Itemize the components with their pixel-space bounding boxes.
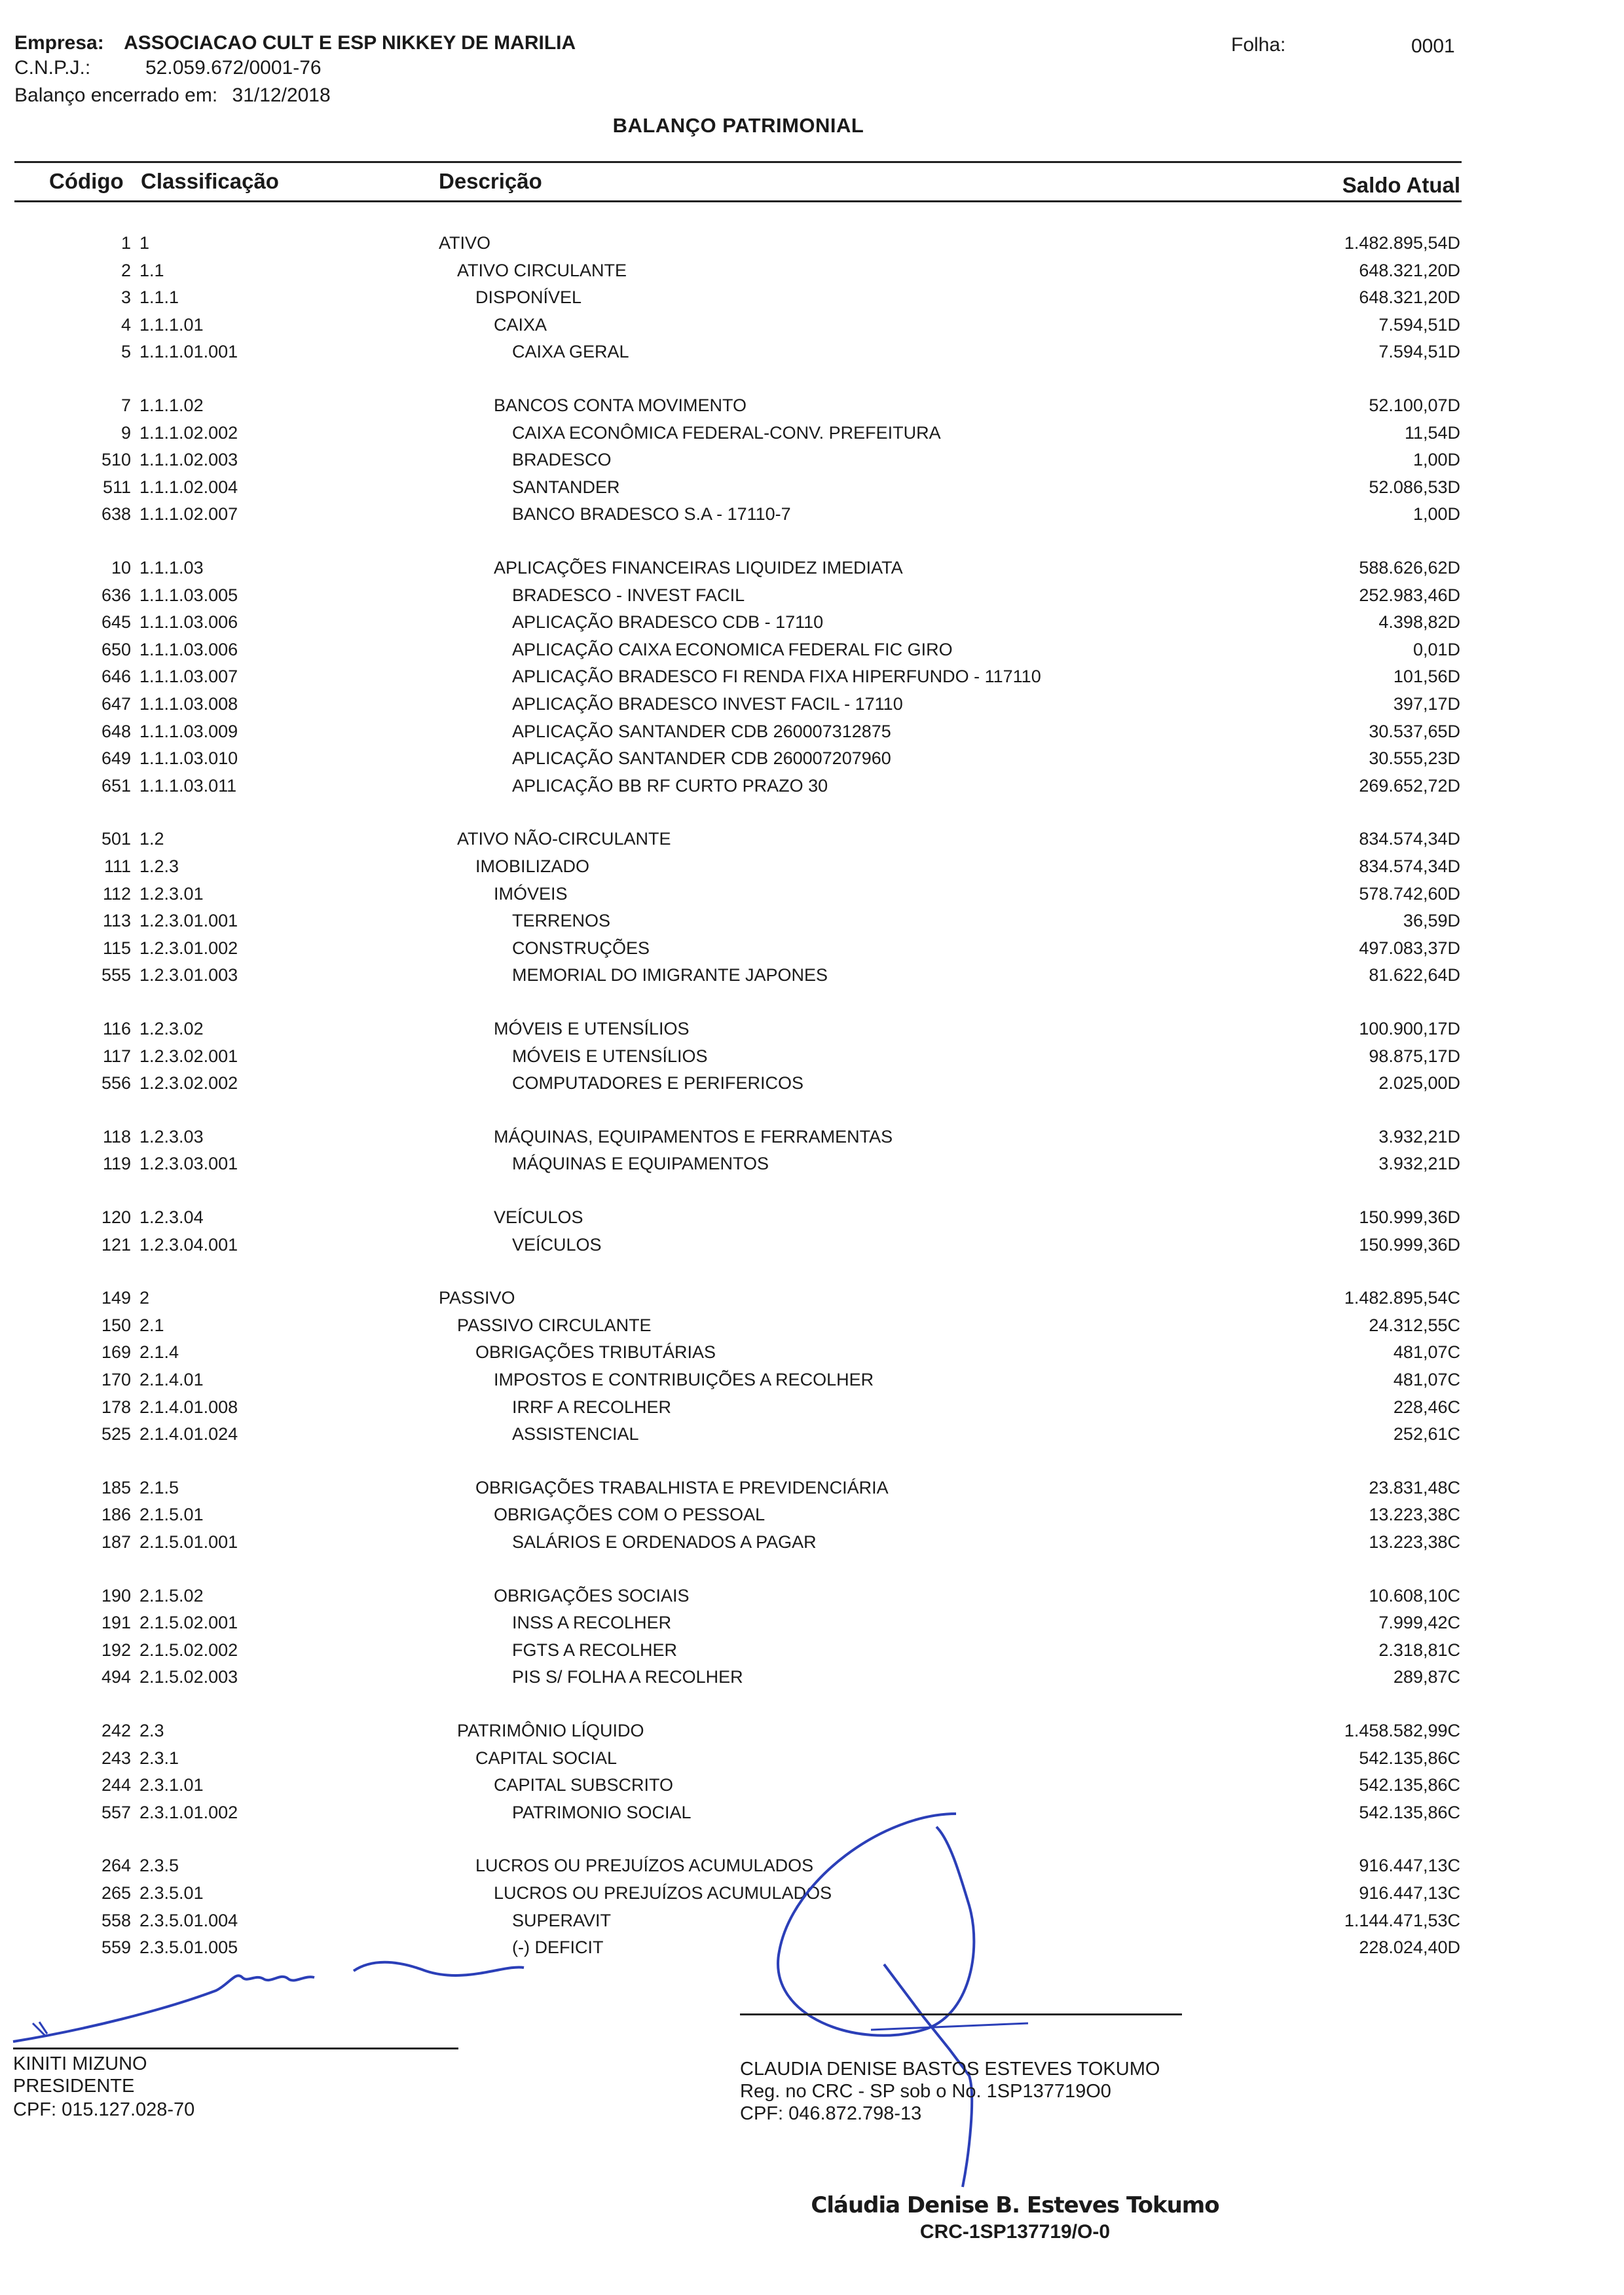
account-classification: 1 — [139, 233, 150, 253]
account-balance: 916.447,13C — [1359, 1856, 1460, 1875]
table-row — [0, 1528, 1624, 1556]
account-balance: 542.135,86C — [1359, 1748, 1460, 1768]
closing-date-label: Balanço encerrado em: — [14, 84, 218, 106]
col-header-codigo: Código — [49, 169, 124, 193]
account-description: LUCROS OU PREJUÍZOS ACUMULADOS — [494, 1883, 832, 1903]
account-classification: 1.2.3.02.002 — [139, 1073, 238, 1093]
account-description: SANTANDER — [512, 477, 620, 497]
table-row — [0, 1393, 1624, 1421]
account-classification: 1.2.3.03 — [139, 1127, 204, 1147]
account-description: APLICAÇÃO BB RF CURTO PRAZO 30 — [512, 776, 828, 796]
account-description: OBRIGAÇÕES TRABALHISTA E PREVIDENCIÁRIA — [475, 1478, 889, 1497]
company-label: Empresa: — [14, 32, 104, 54]
table-row — [0, 392, 1624, 419]
account-code: 647 — [101, 694, 131, 714]
account-code: 648 — [101, 722, 131, 741]
account-balance: 228.024,40D — [1359, 1937, 1460, 1957]
account-balance: 30.537,65D — [1369, 722, 1460, 741]
account-balance: 834.574,34D — [1359, 856, 1460, 876]
account-code: 116 — [102, 1019, 131, 1038]
account-code: 121 — [101, 1235, 131, 1255]
account-code: 243 — [101, 1748, 131, 1768]
account-classification: 2.1.4.01.024 — [139, 1424, 238, 1444]
account-balance: 4.398,82D — [1378, 612, 1460, 632]
account-description: CAIXA — [494, 315, 547, 335]
account-description: MÁQUINAS E EQUIPAMENTOS — [512, 1154, 769, 1173]
account-description: APLICAÇÃO SANTANDER CDB 260007312875 — [512, 722, 891, 741]
table-row — [0, 338, 1624, 365]
table-row — [0, 718, 1624, 745]
table-row — [0, 1069, 1624, 1097]
account-classification: 1.2.3 — [139, 856, 179, 876]
table-row — [0, 257, 1624, 284]
table-row — [0, 1717, 1624, 1744]
account-code: 511 — [102, 477, 131, 497]
account-code: 649 — [101, 748, 131, 768]
account-description: OBRIGAÇÕES COM O PESSOAL — [494, 1505, 766, 1524]
table-row — [0, 1123, 1624, 1150]
account-balance: 3.932,21D — [1378, 1127, 1460, 1147]
account-description: ATIVO — [439, 233, 491, 253]
account-code: 187 — [101, 1532, 131, 1552]
table-row — [0, 1338, 1624, 1366]
account-classification: 1.1.1.02.002 — [139, 423, 238, 443]
accountant-cpf: CPF: 046.872.798-13 — [740, 2103, 922, 2124]
account-classification: 1.1.1.03.011 — [139, 776, 237, 796]
account-description: CAIXA ECONÔMICA FEDERAL-CONV. PREFEITURA — [512, 423, 941, 443]
account-code: 242 — [101, 1721, 131, 1740]
account-classification: 1.1.1.02.003 — [139, 450, 238, 469]
account-code: 190 — [101, 1586, 131, 1606]
account-description: MÁQUINAS, EQUIPAMENTOS E FERRAMENTAS — [494, 1127, 893, 1147]
account-description: APLICAÇÃO CAIXA ECONOMICA FEDERAL FIC GIRO — [512, 640, 953, 659]
account-classification: 2.1.4.01.008 — [139, 1397, 238, 1417]
table-row — [0, 500, 1624, 528]
table-row — [0, 772, 1624, 799]
account-balance: 13.223,38C — [1369, 1532, 1460, 1552]
table-row — [0, 581, 1624, 609]
table-row — [0, 934, 1624, 962]
account-balance: 1.144.471,53C — [1344, 1911, 1460, 1930]
account-description: OBRIGAÇÕES TRIBUTÁRIAS — [475, 1342, 716, 1362]
table-row — [0, 1042, 1624, 1070]
table-row — [0, 1015, 1624, 1042]
account-code: 4 — [120, 315, 131, 335]
account-code: 651 — [101, 776, 131, 796]
account-description: IMÓVEIS — [494, 884, 568, 904]
account-code: 113 — [102, 911, 131, 930]
account-classification: 1.2.3.04.001 — [139, 1235, 238, 1255]
account-description: MÓVEIS E UTENSÍLIOS — [494, 1019, 690, 1038]
table-row — [0, 907, 1624, 934]
account-code: 9 — [120, 423, 131, 443]
account-code: 178 — [101, 1397, 131, 1417]
table-row — [0, 284, 1624, 311]
account-description: LUCROS OU PREJUÍZOS ACUMULADOS — [475, 1856, 814, 1875]
account-description: (-) DEFICIT — [512, 1937, 604, 1957]
col-header-saldo: Saldo Atual — [1342, 173, 1460, 197]
account-description: INSS A RECOLHER — [512, 1613, 672, 1632]
account-code: 2 — [120, 261, 131, 280]
account-balance: 52.100,07D — [1369, 395, 1460, 415]
account-balance: 150.999,36D — [1359, 1235, 1460, 1255]
table-row — [0, 825, 1624, 853]
account-balance: 7.594,51D — [1378, 342, 1460, 361]
account-description: CAPITAL SUBSCRITO — [494, 1775, 674, 1795]
account-code: 556 — [101, 1073, 131, 1093]
account-description: BRADESCO — [512, 450, 612, 469]
table-row — [0, 744, 1624, 772]
account-code: 115 — [102, 938, 131, 958]
account-code: 3 — [120, 287, 131, 307]
account-classification: 1.1.1 — [139, 287, 179, 307]
account-balance: 11,54D — [1404, 423, 1460, 443]
table-row — [0, 473, 1624, 501]
president-signature-line — [13, 2047, 458, 2049]
account-balance: 578.742,60D — [1359, 884, 1460, 904]
account-balance: 542.135,86C — [1359, 1803, 1460, 1822]
account-classification: 1.1.1.03.008 — [139, 694, 238, 714]
accountant-stamp-name: Cláudia Denise B. Esteves Tokumo — [811, 2192, 1219, 2218]
account-classification: 1.2.3.01.002 — [139, 938, 238, 958]
account-description: BANCOS CONTA MOVIMENTO — [494, 395, 747, 415]
account-balance: 648.321,20D — [1359, 261, 1460, 280]
account-description: CONSTRUÇÕES — [512, 938, 650, 958]
account-balance: 52.086,53D — [1369, 477, 1460, 497]
account-balance: 542.135,86C — [1359, 1775, 1460, 1795]
account-classification: 2.3.5.01.005 — [139, 1937, 238, 1957]
accountant-signature — [753, 1801, 1048, 2194]
account-classification: 1.2.3.02 — [139, 1019, 204, 1038]
account-classification: 2.3.5 — [139, 1856, 179, 1875]
account-description: PATRIMÔNIO LÍQUIDO — [457, 1721, 644, 1740]
account-code: 192 — [101, 1640, 131, 1660]
account-classification: 1.2.3.01.001 — [139, 911, 238, 930]
account-balance: 98.875,17D — [1369, 1046, 1460, 1066]
account-balance: 13.223,38C — [1369, 1505, 1460, 1524]
account-classification: 2.3 — [139, 1721, 164, 1740]
account-description: DISPONÍVEL — [475, 287, 582, 307]
account-balance: 30.555,23D — [1369, 748, 1460, 768]
account-code: 244 — [101, 1775, 131, 1795]
account-code: 559 — [101, 1937, 131, 1957]
account-code: 646 — [101, 667, 131, 686]
account-description: APLICAÇÃO BRADESCO FI RENDA FIXA HIPERFUNDO - 117110 — [512, 667, 1041, 686]
account-code: 150 — [101, 1315, 131, 1335]
account-classification: 1.1.1.02.004 — [139, 477, 238, 497]
col-header-descricao: Descrição — [439, 169, 542, 193]
account-classification: 2.1.5.02.003 — [139, 1667, 238, 1687]
accountant-name: CLAUDIA DENISE BASTOS ESTEVES TOKUMO — [740, 2059, 1160, 2080]
account-code: 558 — [101, 1911, 131, 1930]
account-balance: 7.999,42C — [1378, 1613, 1460, 1632]
accountant-crc: Reg. no CRC - SP sob o No. 1SP137719O0 — [740, 2081, 1111, 2102]
table-row — [0, 311, 1624, 339]
account-classification: 2.3.5.01 — [139, 1883, 204, 1903]
table-row — [0, 663, 1624, 690]
account-balance: 7.594,51D — [1378, 315, 1460, 335]
account-classification: 1.1 — [139, 261, 164, 280]
account-classification: 1.1.1.03.006 — [139, 640, 238, 659]
account-balance: 228,46C — [1393, 1397, 1460, 1417]
account-description: PASSIVO — [439, 1288, 515, 1308]
account-code: 265 — [101, 1883, 131, 1903]
account-description: APLICAÇÃO BRADESCO INVEST FACIL - 17110 — [512, 694, 903, 714]
account-classification: 1.1.1.02 — [139, 395, 204, 415]
table-row — [0, 853, 1624, 880]
account-classification: 2.1.4.01 — [139, 1370, 204, 1389]
account-description: IMPOSTOS E CONTRIBUIÇÕES A RECOLHER — [494, 1370, 874, 1389]
account-classification: 2 — [139, 1288, 150, 1308]
account-description: PASSIVO CIRCULANTE — [457, 1315, 652, 1335]
account-code: 119 — [102, 1154, 131, 1173]
account-classification: 1.2.3.02.001 — [139, 1046, 238, 1066]
cnpj-label: C.N.P.J.: — [14, 57, 91, 79]
account-balance: 0,01D — [1412, 640, 1460, 659]
account-classification: 1.1.1.03.005 — [139, 585, 238, 605]
account-classification: 2.3.5.01.004 — [139, 1911, 238, 1930]
account-code: 645 — [101, 612, 131, 632]
table-row — [0, 1636, 1624, 1664]
table-row — [0, 1771, 1624, 1799]
account-classification: 1.2 — [139, 829, 164, 849]
account-classification: 2.3.1.01.002 — [139, 1803, 238, 1822]
table-row — [0, 1501, 1624, 1528]
account-code: 117 — [102, 1046, 131, 1066]
account-balance: 252,61C — [1393, 1424, 1460, 1444]
table-row — [0, 554, 1624, 581]
account-description: IMOBILIZADO — [475, 856, 590, 876]
account-balance: 497.083,37D — [1359, 938, 1460, 958]
account-classification: 2.3.1 — [139, 1748, 179, 1768]
table-row — [0, 880, 1624, 908]
account-balance: 397,17D — [1393, 694, 1460, 714]
account-code: 555 — [101, 965, 131, 985]
account-code: 186 — [101, 1505, 131, 1524]
account-description: APLICAÇÕES FINANCEIRAS LIQUIDEZ IMEDIATA — [494, 558, 903, 578]
account-description: CAPITAL SOCIAL — [475, 1748, 618, 1768]
account-code: 264 — [101, 1856, 131, 1875]
account-classification: 1.1.1.03.009 — [139, 722, 238, 741]
table-row — [0, 1420, 1624, 1448]
account-balance: 81.622,64D — [1369, 965, 1460, 985]
account-code: 169 — [101, 1342, 131, 1362]
account-description: BANCO BRADESCO S.A - 17110-7 — [512, 504, 791, 524]
account-classification: 2.3.1.01 — [139, 1775, 204, 1795]
document-title: BALANÇO PATRIMONIAL — [612, 114, 864, 137]
account-code: 111 — [103, 856, 131, 876]
account-balance: 252.983,46D — [1359, 585, 1460, 605]
account-classification: 1.1.1.03.007 — [139, 667, 238, 686]
table-row — [0, 1150, 1624, 1177]
cnpj-value: 52.059.672/0001-76 — [145, 57, 322, 79]
account-code: 120 — [101, 1207, 131, 1227]
account-classification: 2.1.5.02.002 — [139, 1640, 238, 1660]
table-row — [0, 636, 1624, 663]
account-description: BRADESCO - INVEST FACIL — [512, 585, 745, 605]
account-classification: 2.1.4 — [139, 1342, 179, 1362]
closing-date-value: 31/12/2018 — [232, 84, 331, 106]
account-code: 638 — [101, 504, 131, 524]
account-balance: 588.626,62D — [1359, 558, 1460, 578]
account-code: 149 — [101, 1288, 131, 1308]
table-row — [0, 419, 1624, 447]
president-cpf: CPF: 015.127.028-70 — [13, 2099, 195, 2120]
account-balance: 36,59D — [1403, 911, 1460, 930]
table-row — [0, 1366, 1624, 1393]
account-classification: 1.1.1.02.007 — [139, 504, 238, 524]
account-description: OBRIGAÇÕES SOCIAIS — [494, 1586, 690, 1606]
account-code: 118 — [102, 1127, 131, 1147]
account-description: APLICAÇÃO SANTANDER CDB 260007207960 — [512, 748, 891, 768]
table-row — [0, 1203, 1624, 1231]
table-row — [0, 1663, 1624, 1691]
account-code: 10 — [111, 558, 131, 578]
account-code: 191 — [101, 1613, 131, 1632]
account-balance: 289,87C — [1393, 1667, 1460, 1687]
table-row — [0, 1312, 1624, 1339]
president-signature — [7, 1932, 530, 2049]
table-row — [0, 229, 1624, 257]
account-classification: 1.1.1.03.010 — [139, 748, 238, 768]
account-description: VEÍCULOS — [512, 1235, 602, 1255]
account-balance: 481,07C — [1393, 1370, 1460, 1389]
president-name: KINITI MIZUNO — [13, 2053, 147, 2074]
account-code: 170 — [101, 1370, 131, 1389]
account-balance: 3.932,21D — [1378, 1154, 1460, 1173]
account-balance: 1.482.895,54C — [1344, 1288, 1460, 1308]
table-row — [0, 690, 1624, 718]
account-description: APLICAÇÃO BRADESCO CDB - 17110 — [512, 612, 824, 632]
account-balance: 1,00D — [1412, 450, 1460, 469]
accountant-stamp-crc: CRC-1SP137719/O-0 — [919, 2221, 1111, 2243]
account-balance: 24.312,55C — [1369, 1315, 1460, 1335]
sheet-number: 0001 — [1411, 35, 1455, 57]
account-balance: 100.900,17D — [1359, 1019, 1460, 1038]
table-row — [0, 961, 1624, 989]
account-description: ASSISTENCIAL — [512, 1424, 639, 1444]
account-description: TERRENOS — [512, 911, 611, 930]
account-description: SALÁRIOS E ORDENADOS A PAGAR — [512, 1532, 817, 1552]
table-row — [0, 446, 1624, 473]
account-description: FGTS A RECOLHER — [512, 1640, 678, 1660]
table-row — [0, 1609, 1624, 1636]
account-classification: 1.2.3.03.001 — [139, 1154, 238, 1173]
account-balance: 834.574,34D — [1359, 829, 1460, 849]
account-classification: 1.1.1.01.001 — [139, 342, 238, 361]
account-classification: 1.2.3.01 — [139, 884, 204, 904]
account-description: MÓVEIS E UTENSÍLIOS — [512, 1046, 708, 1066]
account-code: 494 — [101, 1667, 131, 1687]
account-balance: 23.831,48C — [1369, 1478, 1460, 1497]
account-classification: 2.1.5.01 — [139, 1505, 204, 1524]
account-code: 185 — [101, 1478, 131, 1497]
account-balance: 2.318,81C — [1378, 1640, 1460, 1660]
table-row — [0, 1474, 1624, 1501]
account-code: 112 — [102, 884, 131, 904]
account-code: 557 — [101, 1803, 131, 1822]
account-balance: 150.999,36D — [1359, 1207, 1460, 1227]
president-role: PRESIDENTE — [13, 2076, 135, 2097]
account-classification: 1.1.1.03.006 — [139, 612, 238, 632]
account-classification: 2.1.5.02 — [139, 1586, 204, 1606]
account-description: ATIVO CIRCULANTE — [457, 261, 627, 280]
account-classification: 2.1.5.01.001 — [139, 1532, 238, 1552]
account-balance: 1.482.895,54D — [1344, 233, 1460, 253]
account-description: SUPERAVIT — [512, 1911, 612, 1930]
account-description: PIS S/ FOLHA A RECOLHER — [512, 1667, 743, 1687]
account-code: 1 — [120, 233, 131, 253]
account-classification: 2.1.5 — [139, 1478, 179, 1497]
account-code: 5 — [120, 342, 131, 361]
account-description: VEÍCULOS — [494, 1207, 583, 1227]
account-balance: 916.447,13C — [1359, 1883, 1460, 1903]
account-balance: 648.321,20D — [1359, 287, 1460, 307]
account-description: ATIVO NÃO-CIRCULANTE — [457, 829, 671, 849]
account-code: 525 — [101, 1424, 131, 1444]
col-header-classificacao: Classificação — [141, 169, 279, 193]
account-balance: 481,07C — [1393, 1342, 1460, 1362]
accountant-signature-line — [740, 2013, 1182, 2015]
account-description: MEMORIAL DO IMIGRANTE JAPONES — [512, 965, 828, 985]
account-balance: 1.458.582,99C — [1344, 1721, 1460, 1740]
account-balance: 2.025,00D — [1378, 1073, 1460, 1093]
account-classification: 2.1 — [139, 1315, 164, 1335]
table-row — [0, 1582, 1624, 1609]
account-classification: 1.2.3.04 — [139, 1207, 204, 1227]
table-row — [0, 1284, 1624, 1312]
account-code: 510 — [101, 450, 131, 469]
account-balance: 101,56D — [1393, 667, 1460, 686]
account-description: CAIXA GERAL — [512, 342, 629, 361]
account-classification: 1.1.1.01 — [139, 315, 204, 335]
account-classification: 1.2.3.01.003 — [139, 965, 238, 985]
company-name: ASSOCIACAO CULT E ESP NIKKEY DE MARILIA — [124, 32, 576, 54]
table-row — [0, 608, 1624, 636]
account-balance: 1,00D — [1412, 504, 1460, 524]
account-code: 7 — [120, 395, 131, 415]
account-description: PATRIMONIO SOCIAL — [512, 1803, 692, 1822]
account-description: COMPUTADORES E PERIFERICOS — [512, 1073, 804, 1093]
account-classification: 1.1.1.03 — [139, 558, 204, 578]
table-row — [0, 1744, 1624, 1772]
account-description: IRRF A RECOLHER — [512, 1397, 672, 1417]
table-row — [0, 1231, 1624, 1258]
account-code: 636 — [101, 585, 131, 605]
account-classification: 2.1.5.02.001 — [139, 1613, 238, 1632]
account-code: 501 — [101, 829, 131, 849]
account-code: 650 — [101, 640, 131, 659]
account-balance: 10.608,10C — [1369, 1586, 1460, 1606]
sheet-label: Folha: — [1231, 34, 1286, 56]
account-balance: 269.652,72D — [1359, 776, 1460, 796]
